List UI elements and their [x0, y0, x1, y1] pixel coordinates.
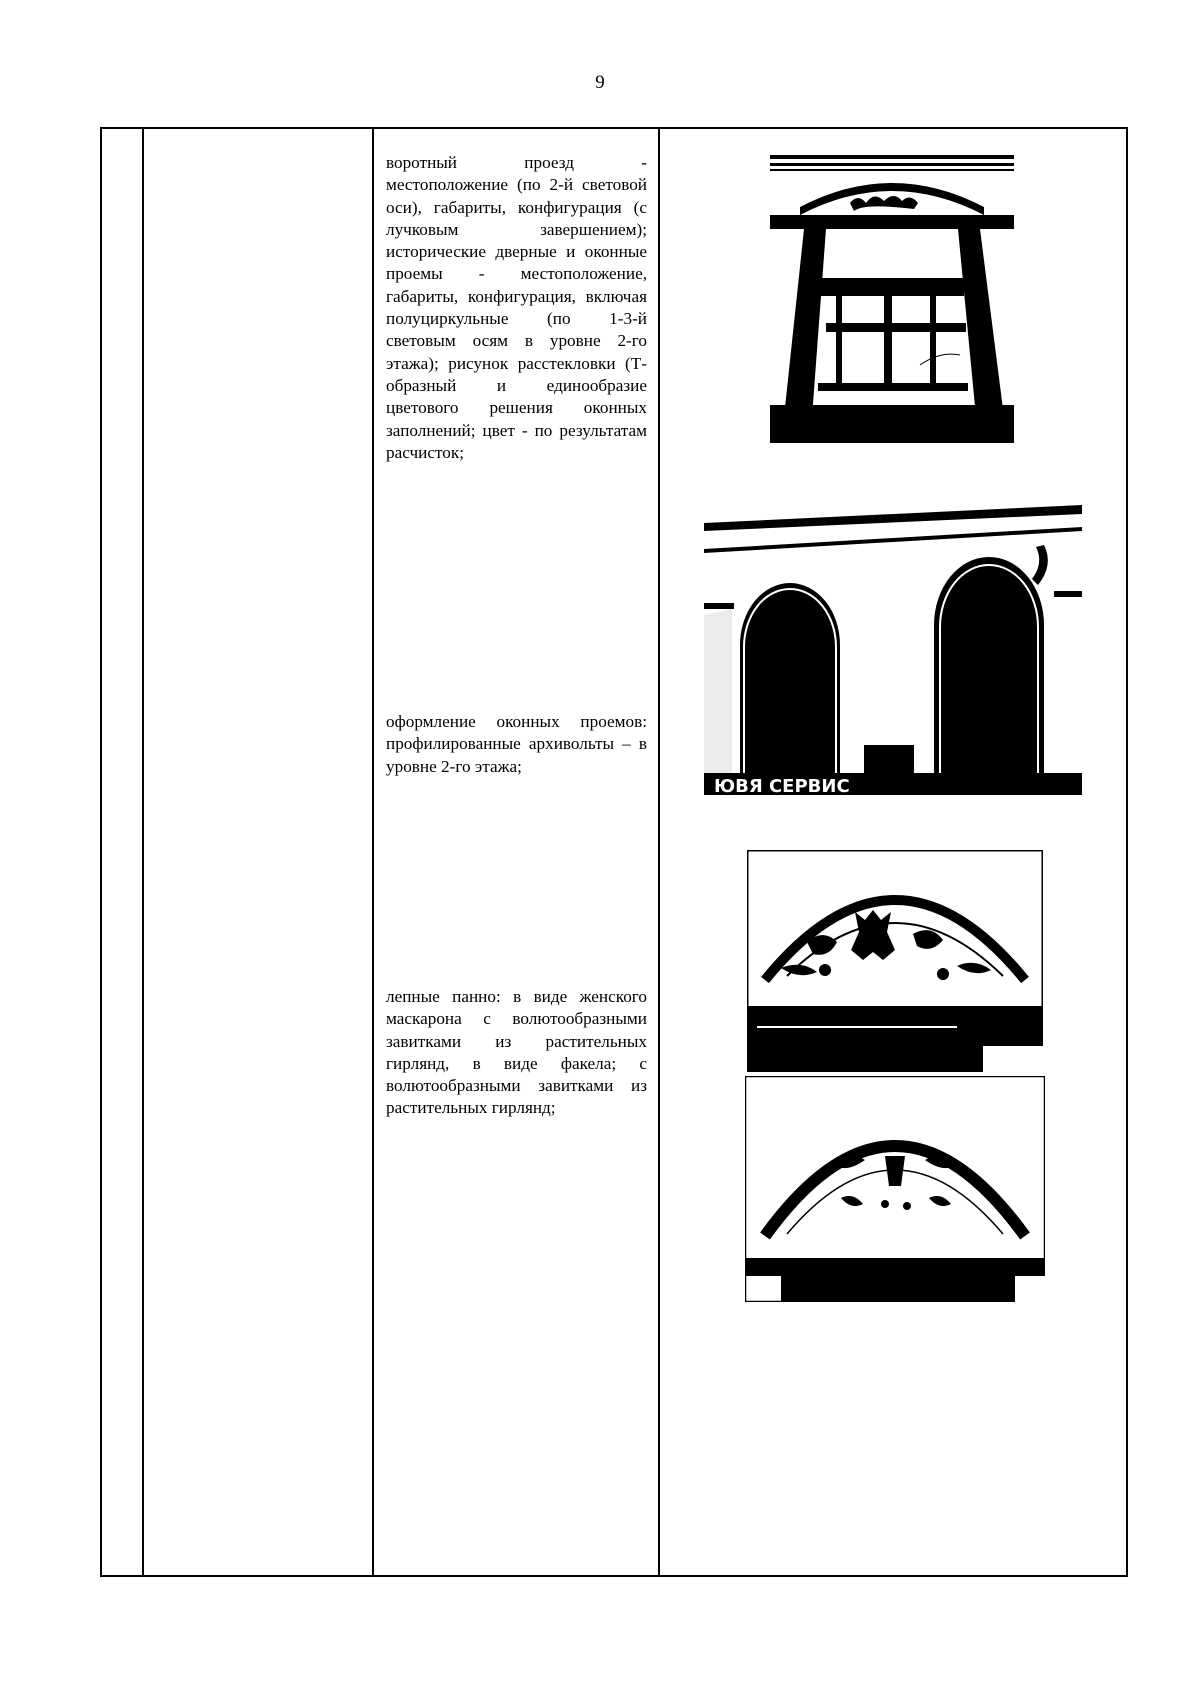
photo-signage-text: ЮВЯ СЕРВИС — [714, 776, 850, 795]
feature-text-window-trim: оформление оконных проемов: профилированные архивольты – в уровне 2-го этажа; — [386, 712, 647, 776]
photo-stucco-mascaron — [747, 850, 1043, 1072]
photo-gate-passage — [770, 155, 1014, 443]
feature-text-gate: воротный проезд - местоположение (по 2-й световой оси), габариты, конфигурация (с лучковым завершением); исторические дверные и оконные проемы - местоположение, габариты, конфигурация, включая полуциркульные (по 1-3-й световым осям в уровне 2-го этажа); рисунок расстекловки (Т-образный и единообразие цветового решения оконных заполнений; цвет - по результатам расчисток; — [386, 153, 647, 462]
photo-arched-windows — [704, 505, 1082, 795]
photo-stucco-torch — [745, 1076, 1045, 1302]
column-divider-1 — [142, 129, 144, 1575]
column-divider-2 — [372, 129, 374, 1575]
page-number: 9 — [595, 72, 605, 93]
column-divider-3 — [658, 129, 660, 1575]
feature-text-stucco-panels: лепные панно: в виде женского маскарона с волютообразными завитками из растительных гирлянд, в виде факела; с волютообразными завитками из растительных гирлянд; — [386, 987, 647, 1118]
